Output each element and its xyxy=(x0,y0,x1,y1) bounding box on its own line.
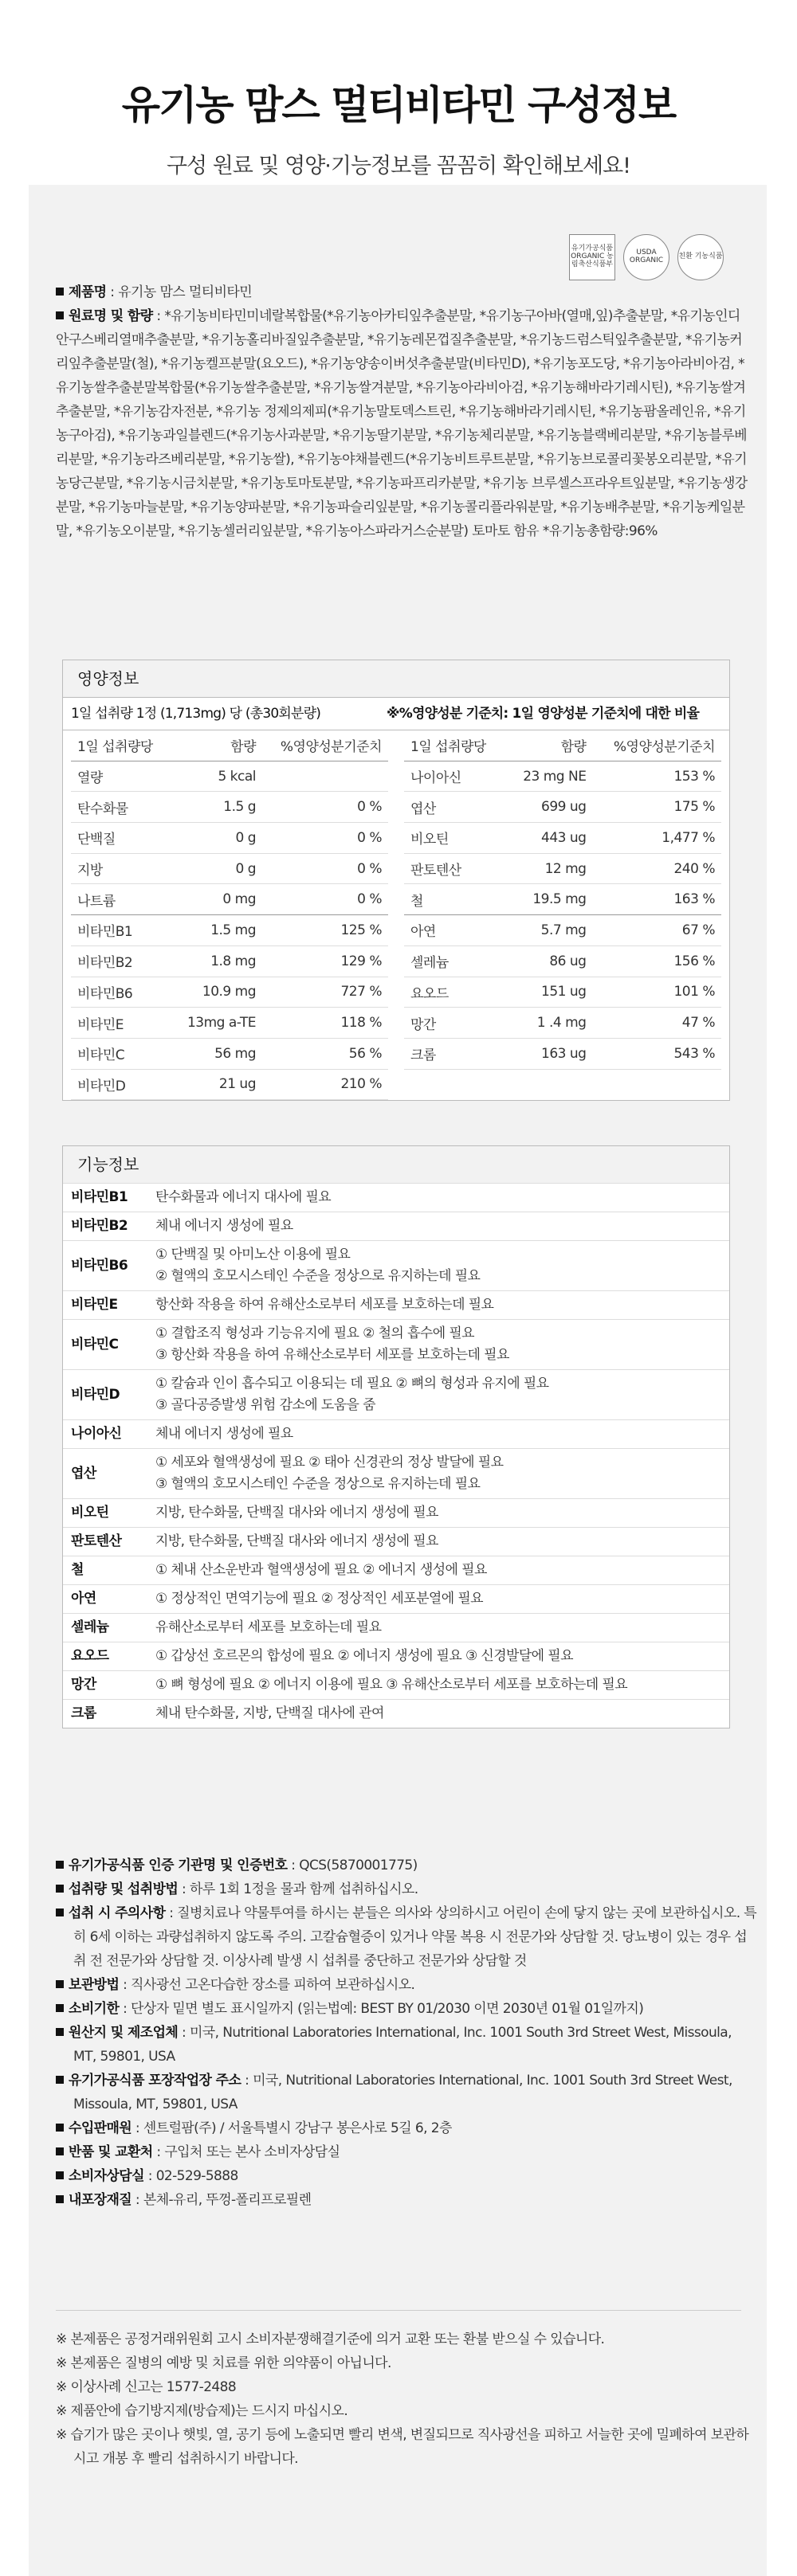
notice-list xyxy=(56,2327,757,2471)
function-row xyxy=(63,1420,729,1449)
function-line: 지방, 탄수화물, 단백질 대사와 에너지 생성에 필요 xyxy=(155,1533,438,1549)
nutrition-cell: 비타민B2 xyxy=(71,945,171,977)
nutrition-header-cell: %영양성분기준치 xyxy=(256,730,388,761)
nutrition-header-cell: 1일 섭취량당 xyxy=(71,730,171,761)
function-row xyxy=(63,1320,729,1370)
nutrition-cell: 13mg a-TE xyxy=(171,1008,256,1039)
nutrition-row xyxy=(404,915,721,946)
detail-row: 원산지 및 제조업체 : 미국, Nutritional Laboratories International, Inc. 1001 South 3rd Street West, Missoula, MT, 59801, USA xyxy=(56,2021,757,2069)
detail-label: 소비기한 xyxy=(69,2001,120,2017)
notice-item: ※ 제품안에 습기방지제(방습제)는 드시지 마십시오. xyxy=(56,2403,348,2419)
detail-row: 내포장재질 : 본체-유리, 뚜껑-폴리프로필렌 xyxy=(56,2188,757,2212)
function-description xyxy=(154,1556,729,1585)
nutrition-serving-header xyxy=(63,697,729,730)
nutrition-cell: 0 mg xyxy=(171,884,256,915)
nutrition-cell: 47 % xyxy=(586,1008,721,1039)
function-line: ① 정상적인 면역기능에 필요 ② 정상적인 세포분열에 필요 xyxy=(155,1591,483,1607)
nutrition-cell: 86 ug xyxy=(507,945,586,977)
function-nutrient: 비타민D xyxy=(63,1370,154,1420)
function-line: ① 결합조직 형성과 기능유지에 필요 ② 철의 흡수에 필요 xyxy=(155,1325,474,1341)
function-nutrient: 나이아신 xyxy=(63,1420,154,1449)
detail-label: 보관방법 xyxy=(69,1977,120,1993)
function-line: ② 혈액의 호모시스테인 수준을 정상으로 유지하는데 필요 xyxy=(155,1268,481,1284)
bullet xyxy=(56,2028,64,2036)
detail-label: 수입판매원 xyxy=(69,2120,132,2136)
detail-value: 미국, Nutritional Laboratories International, Inc. 1001 South 3rd Street West, Missoula, MT, 59801, USA xyxy=(73,2073,732,2112)
ingredients-label: 원료명 및 함량 xyxy=(69,308,153,324)
function-description xyxy=(154,1241,729,1291)
nutrition-cell: 탄수화물 xyxy=(71,792,171,823)
function-line: ① 체내 산소운반과 혈액생성에 필요 ② 에너지 생성에 필요 xyxy=(155,1562,487,1578)
nutrition-cell: 210 % xyxy=(256,1069,388,1100)
nutrition-cell: 129 % xyxy=(256,945,388,977)
nutrition-row xyxy=(404,853,721,884)
function-row xyxy=(63,1499,729,1528)
divider xyxy=(56,2310,741,2311)
nutrition-header-row xyxy=(404,730,721,761)
nutrition-cell: 판토텐산 xyxy=(404,853,507,884)
function-row xyxy=(63,1370,729,1420)
function-nutrient: 비타민E xyxy=(63,1291,154,1320)
function-line: 체내 탄수화물, 지방, 단백질 대사에 관여 xyxy=(155,1705,384,1721)
function-line: ① 단백질 및 아미노산 이용에 필요 xyxy=(155,1247,351,1263)
nutrition-cell xyxy=(256,761,388,792)
function-nutrient: 비타민B2 xyxy=(63,1212,154,1241)
nutrition-cell: 0 g xyxy=(171,853,256,884)
function-description xyxy=(154,1585,729,1614)
function-row xyxy=(63,1671,729,1700)
nutrition-header-cell: 함량 xyxy=(171,730,256,761)
function-nutrient: 망간 xyxy=(63,1671,154,1700)
nutrition-row xyxy=(71,1008,388,1039)
nutrition-cell: 0 % xyxy=(256,884,388,915)
nutrition-cell: 175 % xyxy=(586,792,721,823)
product-name-value: 유기농 맘스 멀티비타민 xyxy=(118,284,253,300)
detail-value: 구입처 또는 본사 소비자상담실 xyxy=(164,2144,340,2160)
function-line: 탄수화물과 에너지 대사에 필요 xyxy=(155,1189,332,1205)
function-description xyxy=(154,1614,729,1642)
nutrition-cell: 0 % xyxy=(256,853,388,884)
notice-item: ※ 습기가 많은 곳이나 햇빛, 열, 공기 등에 노출되면 빨리 변색, 변질되므로 직사광선을 피하고 서늘한 곳에 밀폐하여 보관하시고 개봉 후 빨리 섭취하시기 바랍니다. xyxy=(56,2427,749,2467)
nutrition-cell: 1.5 mg xyxy=(171,915,256,946)
nutrition-cell: 163 % xyxy=(586,884,721,915)
nutrition-cell: 1.8 mg xyxy=(171,945,256,977)
nutrition-cell: 엽산 xyxy=(404,792,507,823)
bullet xyxy=(56,1861,64,1869)
nutrition-row xyxy=(71,761,388,792)
function-line: ① 뼈 형성에 필요 ② 에너지 이용에 필요 ③ 유해산소로부터 세포를 보호하는데 필요 xyxy=(155,1677,628,1693)
nutrition-cell: 56 mg xyxy=(171,1038,256,1069)
nutrition-box xyxy=(62,660,730,1101)
nutrition-row xyxy=(71,945,388,977)
bullet xyxy=(56,2004,64,2012)
function-nutrient: 셀레늄 xyxy=(63,1614,154,1642)
nutrition-cell: 셀레늄 xyxy=(404,945,507,977)
nutrition-cell: 1 .4 mg xyxy=(507,1008,586,1039)
function-description xyxy=(154,1212,729,1241)
bullet xyxy=(56,2147,64,2155)
nutrition-cell: 단백질 xyxy=(71,823,171,854)
info-panel xyxy=(29,185,767,2576)
nutrition-row xyxy=(404,792,721,823)
nutrition-cell: 5 kcal xyxy=(171,761,256,792)
function-description xyxy=(154,1528,729,1556)
detail-label: 반품 및 교환처 xyxy=(69,2144,153,2160)
nutrition-cell: 0 % xyxy=(256,823,388,854)
function-nutrient: 비타민B6 xyxy=(63,1241,154,1291)
function-caption: 기능정보 xyxy=(63,1146,729,1183)
bullet xyxy=(56,1885,64,1893)
nutrition-cell: 철 xyxy=(404,884,507,915)
nutrition-cell: 543 % xyxy=(586,1038,721,1069)
bullet xyxy=(56,2076,64,2084)
nutrition-cell: 1,477 % xyxy=(586,823,721,854)
nutrition-row xyxy=(71,823,388,854)
notice-item: ※ 본제품은 공정거래위원회 고시 소비자분쟁해결기준에 의거 교환 또는 환불 받으실 수 있습니다. xyxy=(56,2331,605,2347)
serving-size: 1일 섭취량 1정 (1,713mg) 당 (총30회분량) xyxy=(71,706,321,722)
detail-value: 본체-유리, 뚜껑-폴리프로필렌 xyxy=(143,2192,312,2208)
function-row xyxy=(63,1642,729,1671)
detail-value: 02-529-5888 xyxy=(155,2168,238,2184)
function-description xyxy=(154,1499,729,1528)
function-row xyxy=(63,1212,729,1241)
function-line: 지방, 탄수화물, 단백질 대사와 에너지 생성에 필요 xyxy=(155,1505,438,1521)
nutrition-cell: 443 ug xyxy=(507,823,586,854)
function-nutrient: 요오드 xyxy=(63,1642,154,1671)
notice-item: ※ 본제품은 질병의 예방 및 치료를 위한 의약품이 아닙니다. xyxy=(56,2355,391,2371)
function-line: ③ 골다공증발생 위험 감소에 도움을 줌 xyxy=(155,1397,375,1413)
function-description xyxy=(154,1184,729,1212)
nutrition-table-right xyxy=(404,730,721,1070)
nutrition-cell: 21 ug xyxy=(171,1069,256,1100)
nutrition-cell: 망간 xyxy=(404,1008,507,1039)
nutrition-cell: 비타민D xyxy=(71,1069,171,1100)
function-description xyxy=(154,1671,729,1700)
nutrition-cell: 0 g xyxy=(171,823,256,854)
nutrition-cell: 12 mg xyxy=(507,853,586,884)
nutrition-header-cell: 함량 xyxy=(507,730,586,761)
nutrition-row xyxy=(404,884,721,915)
function-description xyxy=(154,1700,729,1728)
nutrition-cell: 56 % xyxy=(256,1038,388,1069)
function-nutrient: 판토텐산 xyxy=(63,1528,154,1556)
function-nutrient: 철 xyxy=(63,1556,154,1585)
organic-cert-badge: 유기가공식품 ORGANIC 농림축산식품부 xyxy=(569,234,615,280)
nutrition-cell: 5.7 mg xyxy=(507,915,586,946)
nutrition-cell: 열량 xyxy=(71,761,171,792)
nutrition-row xyxy=(71,1069,388,1100)
detail-value: 미국, Nutritional Laboratories International, Inc. 1001 South 3rd Street West, Missoula, MT, 59801, USA xyxy=(73,2025,732,2065)
product-details xyxy=(56,1854,757,2212)
function-line: ① 세포와 혈액생성에 필요 ② 태아 신경관의 정상 발달에 필요 xyxy=(155,1454,504,1470)
nutrition-header-cell: 1일 섭취량당 xyxy=(404,730,507,761)
detail-label: 섭취 시 주의사항 xyxy=(69,1905,166,1921)
nutrition-cell: 아연 xyxy=(404,915,507,946)
function-line: 항산화 작용을 하여 유해산소로부터 세포를 보호하는데 필요 xyxy=(155,1297,494,1313)
nutrition-row xyxy=(71,977,388,1008)
function-nutrient: 비타민B1 xyxy=(63,1184,154,1212)
nutrition-cell: 1.5 g xyxy=(171,792,256,823)
nutrition-row xyxy=(404,761,721,792)
function-line: 유해산소로부터 세포를 보호하는데 필요 xyxy=(155,1619,382,1635)
ingredients-value: *유기농비타민미네랄복합물(*유기농아카티잎추출분말, *유기농구아바(열매,잎)추출분말, *유기농인디안구스베리열매추출분말, *유기농홀리바질잎추출분말, *유기농레몬껍질추출분말, *유기농드럼스틱잎추출분말, *유기농커리잎추출분말(철), *유기농켈프분말(요오드), *유기농양송이버섯추출분말(비타민D), *유기농포도당, *유기농아라비아검, *유기농쌀추출분말복합물(*유기농쌀추출분말, *유기농쌀겨분말, *유기농아라비아검, *유기농해바라기레시틴), *유기농쌀겨추출분말, *유기농감자전분, *유기농 정제의제피(*유기농말토덱스트린, *유기농해바라기레시틴, *유기농팜올레인유, *유기농구아검), *유기농과일블렌드(*유기농사과분말, *유기농딸기분말, *유기농체리분말, *유기농블랙베리분말, *유기농블루베리분말, *유기농라즈베리분말, *유기농쌀), *유기농야채블렌드(*유기농비트루트분말, *유기농브로콜리꽃봉오리분말, *유기농당근분말, *유기농시금치분말, *유기농토마토분말, *유기농파프리카분말, *유기농 브루셀스프라우트잎분말, *유기농생강분말, *유기농마늘분말, *유기농양파분말, *유기농파슬리잎분말, *유기농콜리플라워분말, *유기농배추분말, *유기농케일분말, *유기농오이분말, *유기농셀러리잎분말, *유기농아스파라거스순분말) 토마토 함유 *유기농총함량:96% xyxy=(56,308,748,539)
page-title: 유기농 맘스 멀티비타민 구성정보 xyxy=(121,82,676,128)
function-row xyxy=(63,1291,729,1320)
nutrition-row xyxy=(71,884,388,915)
nutrition-cell: 727 % xyxy=(256,977,388,1008)
notice-item: ※ 이상사례 신고는 1577-2488 xyxy=(56,2379,237,2395)
detail-label: 유기가공식품 인증 기관명 및 인증번호 xyxy=(69,1858,288,1873)
function-box xyxy=(62,1145,730,1728)
nutrition-cell: 지방 xyxy=(71,853,171,884)
nutrition-cell: 240 % xyxy=(586,853,721,884)
nutrition-cell: 125 % xyxy=(256,915,388,946)
function-nutrient: 크롬 xyxy=(63,1700,154,1728)
nutrition-cell: 101 % xyxy=(586,977,721,1008)
nutrition-cell: 118 % xyxy=(256,1008,388,1039)
nutrition-cell: 비오틴 xyxy=(404,823,507,854)
cert-badges xyxy=(569,234,724,280)
detail-label: 원산지 및 제조업체 xyxy=(69,2025,179,2041)
nutrition-cell: 699 ug xyxy=(507,792,586,823)
function-row xyxy=(63,1241,729,1291)
detail-row: 섭취량 및 섭취방법 : 하루 1회 1정을 물과 함께 섭취하십시오. xyxy=(56,1877,757,1901)
nutrition-row xyxy=(71,792,388,823)
nutrition-cell: 163 ug xyxy=(507,1038,586,1069)
nutrition-cell: 0 % xyxy=(256,792,388,823)
nutrition-cell: 나이아신 xyxy=(404,761,507,792)
nutrition-cell: 비타민C xyxy=(71,1038,171,1069)
bullet xyxy=(56,2124,64,2132)
ratio-note: ※%영양성분 기준치: 1일 영양성분 기준치에 대한 비율 xyxy=(387,706,700,722)
detail-row: 유기가공식품 포장작업장 주소 : 미국, Nutritional Laboratories International, Inc. 1001 South 3rd Street West, Missoula, MT, 59801, USA xyxy=(56,2069,757,2116)
function-description xyxy=(154,1642,729,1671)
nutrition-row xyxy=(404,823,721,854)
function-line: ① 칼슘과 인이 흡수되고 이용되는 데 필요 ② 뼈의 형성과 유지에 필요 xyxy=(155,1376,549,1392)
function-line: ① 갑상선 호르몬의 합성에 필요 ② 에너지 생성에 필요 ③ 신경발달에 필요 xyxy=(155,1648,573,1664)
nutrition-cell: 153 % xyxy=(586,761,721,792)
nutrition-cell: 23 mg NE xyxy=(507,761,586,792)
product-name-label: 제품명 xyxy=(69,284,107,300)
function-row xyxy=(63,1556,729,1585)
nutrition-table-left xyxy=(71,730,388,1100)
nutrition-caption: 영양정보 xyxy=(63,660,729,697)
detail-value: 하루 1회 1정을 물과 함께 섭취하십시오. xyxy=(189,1881,418,1897)
function-description xyxy=(154,1370,729,1420)
nutrition-row xyxy=(404,1008,721,1039)
function-description xyxy=(154,1291,729,1320)
function-description xyxy=(154,1420,729,1449)
nutrition-cell: 비타민B1 xyxy=(71,915,171,946)
function-row xyxy=(63,1449,729,1499)
function-line: 체내 에너지 생성에 필요 xyxy=(155,1218,293,1234)
function-line: 체내 에너지 생성에 필요 xyxy=(155,1426,293,1442)
detail-value: 단상자 밑면 별도 표시일까지 (읽는법예: BEST BY 01/2030 이면 2030년 01월 01일까지) xyxy=(131,2001,644,2017)
function-row xyxy=(63,1700,729,1728)
detail-row: 수입판매원 : 센트럴팜(주) / 서울특별시 강남구 봉은사로 5길 6, 2층 xyxy=(56,2116,757,2140)
function-nutrient: 엽산 xyxy=(63,1449,154,1499)
detail-label: 섭취량 및 섭취방법 xyxy=(69,1881,179,1897)
function-description xyxy=(154,1320,729,1370)
function-row xyxy=(63,1585,729,1614)
hero-header xyxy=(0,0,797,185)
nutrition-row xyxy=(404,1038,721,1069)
nutrition-row xyxy=(404,945,721,977)
nutrition-cell: 19.5 mg xyxy=(507,884,586,915)
page-subtitle: 구성 원료 및 영양·기능정보를 꼼꼼히 확인해보세요! xyxy=(166,154,631,178)
product-info xyxy=(56,280,749,543)
eco-cert-badge: 친환 기농식품 xyxy=(677,234,724,280)
function-nutrient: 비오틴 xyxy=(63,1499,154,1528)
bullet xyxy=(56,2171,64,2179)
nutrition-row xyxy=(71,853,388,884)
product-name-row: 제품명 : 유기농 맘스 멀티비타민 xyxy=(56,280,749,304)
detail-label: 유기가공식품 포장작업장 주소 xyxy=(69,2073,241,2089)
nutrition-cell: 10.9 mg xyxy=(171,977,256,1008)
function-row xyxy=(63,1528,729,1556)
function-description xyxy=(154,1449,729,1499)
nutrition-cell: 비타민E xyxy=(71,1008,171,1039)
nutrition-cell: 요오드 xyxy=(404,977,507,1008)
function-nutrient: 아연 xyxy=(63,1585,154,1614)
nutrition-header-cell: %영양성분기준치 xyxy=(586,730,721,761)
detail-value: QCS(5870001775) xyxy=(299,1858,418,1873)
nutrition-cell: 크롬 xyxy=(404,1038,507,1069)
function-line: ③ 항산화 작용을 하여 유해산소로부터 세포를 보호하는데 필요 xyxy=(155,1347,509,1363)
function-line: ③ 혈액의 호모시스테인 수준을 정상으로 유지하는데 필요 xyxy=(155,1476,481,1492)
detail-row: 유기가공식품 인증 기관명 및 인증번호 : QCS(5870001775) xyxy=(56,1854,757,1877)
bullet xyxy=(56,1909,64,1916)
detail-row: 소비기한 : 단상자 밑면 별도 표시일까지 (읽는법예: BEST BY 01/2030 이면 2030년 01월 01일까지) xyxy=(56,1997,757,2021)
nutrition-row xyxy=(404,977,721,1008)
nutrition-row xyxy=(71,915,388,946)
nutrition-cell: 67 % xyxy=(586,915,721,946)
nutrition-cell: 나트륨 xyxy=(71,884,171,915)
function-row xyxy=(63,1184,729,1212)
function-table xyxy=(63,1183,729,1728)
ingredients-row: 원료명 및 함량 : *유기농비타민미네랄복합물(*유기농아카티잎추출분말, *유기농구아바(열매,잎)추출분말, *유기농인디안구스베리열매추출분말, *유기농홀리바질잎추출분말, *유기농레몬껍질추출분말, *유기농드럼스틱잎추출분말, *유기농커리잎추출분말(철), *유기농켈프분말(요오드), *유기농양송이버섯추출분말(비타민D), *유기농포도당, *유기농아라비아검, *유기농쌀추출분말복합물(*유기농쌀추출분말, *유기농쌀겨분말, *유기농아라비아검, *유기농해바라기레시틴), *유기농쌀겨추출분말, *유기농감자전분, *유기농 정제의제피(*유기농말토덱스트린, *유기농해바라기레시틴, *유기농팜올레인유, *유기농구아검), *유기농과일블렌드(*유기농사과분말, *유기농딸기분말, *유기농체리분말, *유기농블랙베리분말, *유기농블루베리분말, *유기농라즈베리분말, *유기농쌀), *유기농야채블렌드(*유기농비트루트분말, *유기농브로콜리꽃봉오리분말, *유기농당근분말, *유기농시금치분말, *유기농토마토분말, *유기농파프리카분말, *유기농 브루셀스프라우트잎분말, *유기농생강분말, *유기농마늘분말, *유기농양파분말, *유기농파슬리잎분말, *유기농콜리플라워분말, *유기농배추분말, *유기농케일분말, *유기농오이분말, *유기농셀러리잎분말, *유기농아스파라거스순분말) 토마토 함유 *유기농총함량:96% xyxy=(56,308,748,539)
detail-label: 내포장재질 xyxy=(69,2192,132,2208)
detail-value: 직사광선 고온다습한 장소를 피하여 보관하십시오. xyxy=(131,1977,415,1993)
nutrition-row xyxy=(71,1038,388,1069)
bullet xyxy=(56,2195,64,2203)
nutrition-cell: 156 % xyxy=(586,945,721,977)
nutrition-header-row xyxy=(71,730,388,761)
detail-row: 섭취 시 주의사항 : 질병치료나 약물투여를 하시는 분들은 의사와 상의하시고 어린이 손에 닿지 않는 곳에 보관하십시오. 특히 6세 이하는 과량섭취하지 않도록 주의. 고칼슘혈증이 있거나 약물 복용 시 전문가와 상담할 것. 당뇨병이 있는 경우 섭취 전 전문가와 상담할 것. 이상사례 발생 시 섭취를 중단하고 전문가와 상담할 것 xyxy=(56,1901,757,1973)
function-nutrient: 비타민C xyxy=(63,1320,154,1370)
detail-label: 소비자상담실 xyxy=(69,2168,144,2184)
detail-row: 소비자상담실 : 02-529-5888 xyxy=(56,2164,757,2188)
detail-row: 반품 및 교환처 : 구입처 또는 본사 소비자상담실 xyxy=(56,2140,757,2164)
nutrition-cell: 151 ug xyxy=(507,977,586,1008)
usda-organic-badge: USDA ORGANIC xyxy=(623,234,669,280)
detail-row: 보관방법 : 직사광선 고온다습한 장소를 피하여 보관하십시오. xyxy=(56,1973,757,1997)
bullet xyxy=(56,1980,64,1988)
detail-value: 센트럴팜(주) / 서울특별시 강남구 봉은사로 5길 6, 2층 xyxy=(143,2120,452,2136)
detail-value: 질병치료나 약물투여를 하시는 분들은 의사와 상의하시고 어린이 손에 닿지 않는 곳에 보관하십시오. 특히 6세 이하는 과량섭취하지 않도록 주의. 고칼슘혈증이 있거나 약물 복용 시 전문가와 상담할 것. 당뇨병이 있는 경우 섭취 전 전문가와 상담할 것. 이상사례 발생 시 섭취를 중단하고 전문가와 상담할 것 xyxy=(73,1905,757,1969)
function-row xyxy=(63,1614,729,1642)
nutrition-cell: 비타민B6 xyxy=(71,977,171,1008)
